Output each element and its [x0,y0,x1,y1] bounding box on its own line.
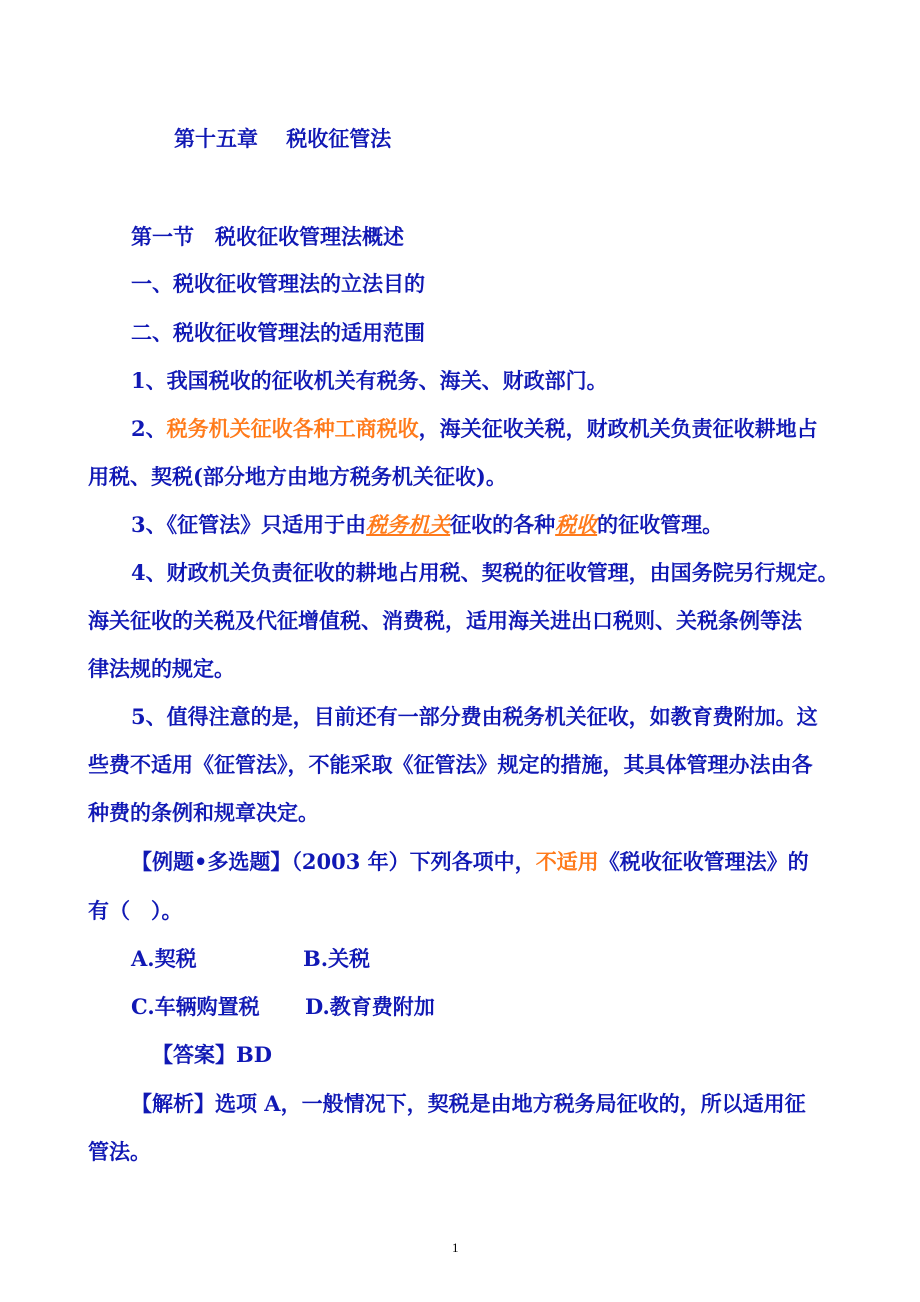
option-c: C.车辆购置税 [131,994,260,1019]
answer: 【答案】BD [152,1042,272,1067]
p2-rest: ，海关征收关税，财政机关负责征收耕地占 [418,416,818,441]
paragraph-3 [131,510,723,540]
example-highlight: 不适用 [535,849,599,874]
paragraph-5-line-3: 种费的条例和规章决定。 [88,800,319,825]
p3-end: 的征收管理。 [597,512,724,537]
option-b: B.关税 [303,946,371,971]
example-question-line-1 [131,847,809,877]
p3-highlight-1: 税务机关 [366,512,451,537]
chapter-title: 第十五章 税收征管法 [174,126,392,151]
p3-mid: 征收的各种 [450,512,556,537]
page-number: 1 [452,1240,459,1255]
example-question-line-2: 有（ ）。 [88,898,183,923]
section-title: 第一节 税收征收管理法概述 [131,224,404,249]
paragraph-4-line-2: 海关征收的关税及代征增值税、消费税，适用海关进出口税则、关税条例等法 [88,608,802,633]
p2-highlight: 税务机关征收各种工商税收 [166,416,419,441]
paragraph-5-line-1: 5、值得注意的是，目前还有一部分费由税务机关征收，如教育费附加。这 [131,704,818,729]
analysis-line-2: 管法。 [88,1139,151,1164]
paragraph-2-line-2: 用税、契税(部分地方由地方税务机关征收)。 [88,464,507,489]
example-prefix: 【例题•多选题】（2003 年）下列各项中， [131,849,536,874]
example-suffix: 《税收征收管理法》的 [598,849,809,874]
paragraph-5-line-2: 些费不适用《征管法》，不能采取《征管法》规定的措施，其具体管理办法由各 [88,752,813,777]
option-a: A.契税 [131,946,197,971]
paragraph-1: 1、我国税收的征收机关有税务、海关、财政部门。 [131,368,608,393]
paragraph-2-line-1 [131,414,818,444]
heading-scope: 二、税收征收管理法的适用范围 [131,320,425,345]
option-d: D.教育费附加 [305,994,435,1019]
p3-highlight-2: 税收 [555,512,598,537]
p2-prefix: 2、 [131,416,167,441]
p3-prefix: 3、《征管法》只适用于由 [131,512,367,537]
paragraph-4-line-3: 律法规的规定。 [88,656,235,681]
paragraph-4-line-1: 4、财政机关负责征收的耕地占用税、契税的征收管理，由国务院另行规定。 [131,560,839,585]
heading-purpose: 一、税收征收管理法的立法目的 [131,271,425,296]
analysis-line-1: 【解析】选项 A，一般情况下，契税是由地方税务局征收的，所以适用征 [131,1091,806,1116]
